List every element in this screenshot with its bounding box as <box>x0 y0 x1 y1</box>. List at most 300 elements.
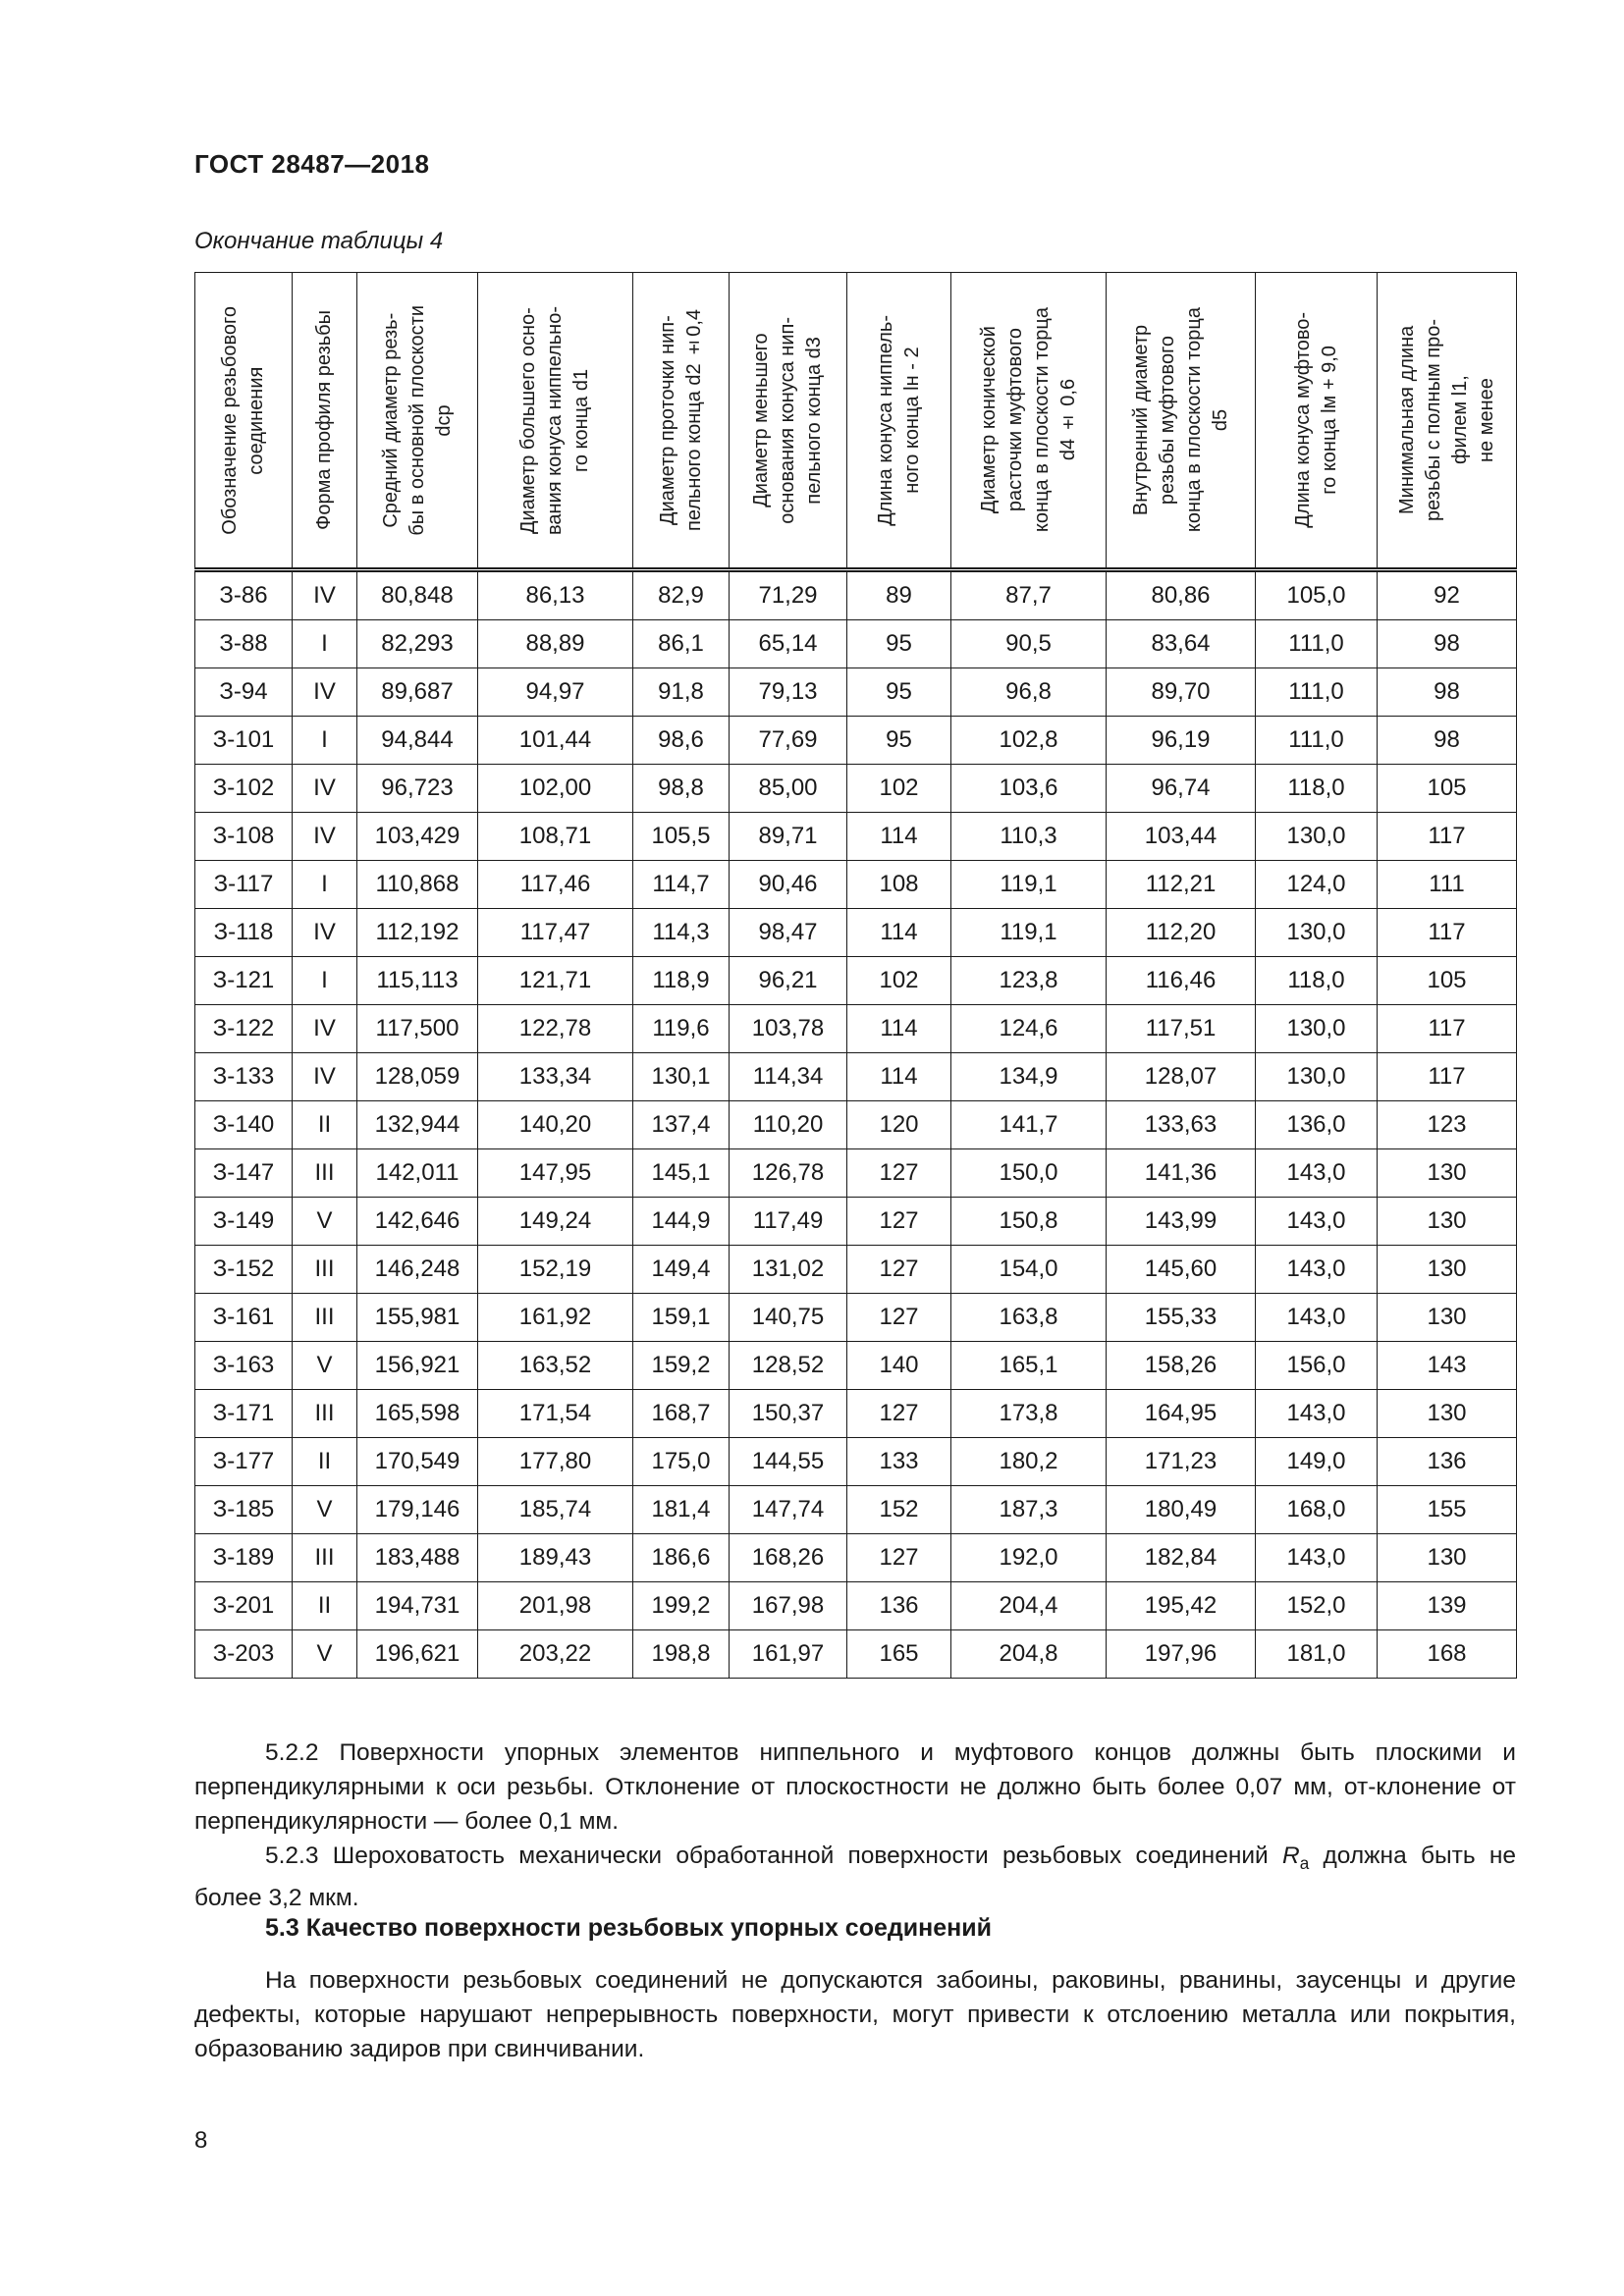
table-cell: 140,75 <box>730 1294 847 1342</box>
column-header-label: Обозначение резьбового соединения <box>219 305 267 535</box>
column-header-label: Длина конуса ниппель- ного конца lн - 2 <box>874 314 923 526</box>
table-cell: II <box>293 1101 357 1149</box>
table-cell: 147,95 <box>478 1149 633 1198</box>
table-cell: З-152 <box>195 1246 293 1294</box>
table-cell: З-149 <box>195 1198 293 1246</box>
table-cell: 117,49 <box>730 1198 847 1246</box>
table-cell: 185,74 <box>478 1486 633 1534</box>
table-cell: 140 <box>847 1342 951 1390</box>
table-row <box>195 1198 1517 1246</box>
table-cell: 103,44 <box>1107 813 1256 861</box>
table-cell: 117 <box>1378 1005 1517 1053</box>
table-row <box>195 957 1517 1005</box>
table-cell: 171,54 <box>478 1390 633 1438</box>
table-cell: 117,51 <box>1107 1005 1256 1053</box>
table-cell: З-133 <box>195 1053 293 1101</box>
table-row <box>195 1294 1517 1342</box>
table-cell: 119,6 <box>633 1005 730 1053</box>
table-cell: 105 <box>1378 765 1517 813</box>
table-cell: З-177 <box>195 1438 293 1486</box>
table-cell: З-101 <box>195 717 293 765</box>
table-row <box>195 1053 1517 1101</box>
table-cell: 130 <box>1378 1149 1517 1198</box>
table-cell: 112,20 <box>1107 909 1256 957</box>
table-cell: 142,646 <box>357 1198 478 1246</box>
table-cell: 96,21 <box>730 957 847 1005</box>
table-cell: 86,1 <box>633 620 730 668</box>
table-cell: 145,60 <box>1107 1246 1256 1294</box>
table-cell: 146,248 <box>357 1246 478 1294</box>
column-header <box>1107 273 1256 570</box>
table-cell: 86,13 <box>478 570 633 620</box>
table-cell: 114 <box>847 813 951 861</box>
table-cell: 187,3 <box>951 1486 1107 1534</box>
table-cell: 144,9 <box>633 1198 730 1246</box>
table-cell: 114 <box>847 1005 951 1053</box>
table-cell: 163,52 <box>478 1342 633 1390</box>
table-cell: V <box>293 1342 357 1390</box>
column-header <box>478 273 633 570</box>
table-cell: 155,981 <box>357 1294 478 1342</box>
table-cell: 124,0 <box>1256 861 1378 909</box>
table-cell: З-201 <box>195 1582 293 1630</box>
table-cell: 195,42 <box>1107 1582 1256 1630</box>
paragraph-5-2-3: 5.2.3 Шероховатость механически обработанной поверхности резьбовых соединений $R_a$ должна быть не более 3,2 мкм. <box>194 1842 1516 1911</box>
table-cell: 119,1 <box>951 861 1107 909</box>
table-cell: 95 <box>847 668 951 717</box>
column-header <box>1378 273 1517 570</box>
table-cell: 102 <box>847 765 951 813</box>
table-cell: 117 <box>1378 909 1517 957</box>
table-row <box>195 765 1517 813</box>
table-cell: V <box>293 1630 357 1679</box>
table-cell: 161,92 <box>478 1294 633 1342</box>
table-cell: 94,97 <box>478 668 633 717</box>
table-cell: 110,20 <box>730 1101 847 1149</box>
table-cell: 161,97 <box>730 1630 847 1679</box>
table-header <box>195 273 1517 570</box>
table-cell: 158,26 <box>1107 1342 1256 1390</box>
table-cell: 121,71 <box>478 957 633 1005</box>
table-cell: I <box>293 717 357 765</box>
table-cell: З-140 <box>195 1101 293 1149</box>
paragraph-5-3: На поверхности резьбовых соединений не допускаются забоины, раковины, рванины, заусенцы и другие дефекты, которые нарушают непрерывность поверхности, могут привести к отслоению металла или покрытия, образованию задиров при свинчивании. <box>194 1967 1516 2062</box>
table-cell: 159,2 <box>633 1342 730 1390</box>
table-cell: 96,19 <box>1107 717 1256 765</box>
column-header-label: Диаметр конической расточки муфтового конца в плоскости торца d4 ± 0,6 <box>977 307 1079 533</box>
table-cell: 127 <box>847 1246 951 1294</box>
roughness-symbol: R <box>1281 1842 1300 1869</box>
table-cell: 117,46 <box>478 861 633 909</box>
table-cell: 128,059 <box>357 1053 478 1101</box>
table-cell: 149,24 <box>478 1198 633 1246</box>
table-cell: 145,1 <box>633 1149 730 1198</box>
table-cell: 177,80 <box>478 1438 633 1486</box>
page-number: 8 <box>194 2127 208 2154</box>
table-cell: 98 <box>1378 717 1517 765</box>
table-cell: 180,49 <box>1107 1486 1256 1534</box>
table-cell: IV <box>293 668 357 717</box>
table-cell: 180,2 <box>951 1438 1107 1486</box>
table-cell: 116,46 <box>1107 957 1256 1005</box>
table-cell: 141,7 <box>951 1101 1107 1149</box>
table-cell: 89,70 <box>1107 668 1256 717</box>
table-cell: 71,29 <box>730 570 847 620</box>
table-cell: 111,0 <box>1256 668 1378 717</box>
table-row <box>195 1438 1517 1486</box>
table-row <box>195 1534 1517 1582</box>
table-cell: 203,22 <box>478 1630 633 1679</box>
table-cell: 133 <box>847 1438 951 1486</box>
table-cell: III <box>293 1246 357 1294</box>
table-cell: 137,4 <box>633 1101 730 1149</box>
table-cell: 165 <box>847 1630 951 1679</box>
table-cell: 108 <box>847 861 951 909</box>
table-cell: 82,293 <box>357 620 478 668</box>
table-cell: 179,146 <box>357 1486 478 1534</box>
table-cell: 89,71 <box>730 813 847 861</box>
table-cell: 95 <box>847 620 951 668</box>
table-cell: 128,07 <box>1107 1053 1256 1101</box>
column-header-label: Форма профиля резьбы <box>313 310 335 530</box>
table-cell: 182,84 <box>1107 1534 1256 1582</box>
table-cell: З-86 <box>195 570 293 620</box>
table-cell: 131,02 <box>730 1246 847 1294</box>
table-cell: 117,500 <box>357 1005 478 1053</box>
table-cell: 118,0 <box>1256 765 1378 813</box>
table-cell: 143,0 <box>1256 1246 1378 1294</box>
table-cell: 130,1 <box>633 1053 730 1101</box>
table-cell: 189,43 <box>478 1534 633 1582</box>
table-cell: 92 <box>1378 570 1517 620</box>
table-cell: 96,8 <box>951 668 1107 717</box>
table-cell: 192,0 <box>951 1534 1107 1582</box>
table-row <box>195 570 1517 620</box>
table-cell: 102,8 <box>951 717 1107 765</box>
table-cell: 171,23 <box>1107 1438 1256 1486</box>
table-cell: V <box>293 1198 357 1246</box>
table-cell: З-203 <box>195 1630 293 1679</box>
thread-parameters-table <box>194 272 1517 1679</box>
table-cell: 168,7 <box>633 1390 730 1438</box>
table-row <box>195 1582 1517 1630</box>
table-cell: 167,98 <box>730 1582 847 1630</box>
table-cell: 98 <box>1378 668 1517 717</box>
table-cell: 103,78 <box>730 1005 847 1053</box>
table-cell: 198,8 <box>633 1630 730 1679</box>
table-cell: 136 <box>1378 1438 1517 1486</box>
column-header-label: Диаметр большего осно- вания конуса ниппельно- го конца d1 <box>517 305 592 535</box>
table-cell: 120 <box>847 1101 951 1149</box>
table-cell: 143,0 <box>1256 1534 1378 1582</box>
column-header-label: Длина конуса муфтово- го конца lм + 9,0 <box>1291 312 1340 528</box>
table-cell: 130 <box>1378 1390 1517 1438</box>
table-cell: 96,723 <box>357 765 478 813</box>
column-header <box>357 273 478 570</box>
table-cell: 143,0 <box>1256 1390 1378 1438</box>
table-cell: 159,1 <box>633 1294 730 1342</box>
table-cell: 91,8 <box>633 668 730 717</box>
table-cell: 85,00 <box>730 765 847 813</box>
table-cell: IV <box>293 1053 357 1101</box>
table-cell: 98,47 <box>730 909 847 957</box>
table-cell: 152,19 <box>478 1246 633 1294</box>
table-cell: 112,21 <box>1107 861 1256 909</box>
table-cell: 186,6 <box>633 1534 730 1582</box>
table-cell: IV <box>293 813 357 861</box>
table-row <box>195 813 1517 861</box>
table-cell: 132,944 <box>357 1101 478 1149</box>
table-cell: 199,2 <box>633 1582 730 1630</box>
table-cell: 124,6 <box>951 1005 1107 1053</box>
column-header <box>951 273 1107 570</box>
table-cell: 130 <box>1378 1198 1517 1246</box>
table-cell: 83,64 <box>1107 620 1256 668</box>
table-cell: 149,0 <box>1256 1438 1378 1486</box>
table-cell: 143,0 <box>1256 1149 1378 1198</box>
table-cell: I <box>293 861 357 909</box>
column-header <box>1256 273 1378 570</box>
table-row <box>195 1149 1517 1198</box>
table-cell: 110,868 <box>357 861 478 909</box>
table-cell: 183,488 <box>357 1534 478 1582</box>
table-row <box>195 1246 1517 1294</box>
table-cell: 155 <box>1378 1486 1517 1534</box>
paragraph-5-2-2: 5.2.2 Поверхности упорных элементов ниппельного и муфтового концов должны быть плоскими и перпендикулярными к оси резьбы. Отклонение от плоскостности не должно быть более 0,07 мм, от-клонение от перпендикулярности — более 0,1 мм. <box>194 1739 1516 1835</box>
table-cell: 175,0 <box>633 1438 730 1486</box>
table-cell: 143,0 <box>1256 1294 1378 1342</box>
table-row <box>195 1390 1517 1438</box>
table-cell: 173,8 <box>951 1390 1107 1438</box>
table-cell: 147,74 <box>730 1486 847 1534</box>
table-cell: З-171 <box>195 1390 293 1438</box>
table-cell: 114,34 <box>730 1053 847 1101</box>
table-cell: 119,1 <box>951 909 1107 957</box>
table-cell: 115,113 <box>357 957 478 1005</box>
table-cell: 80,848 <box>357 570 478 620</box>
table-cell: 143 <box>1378 1342 1517 1390</box>
table-cell: 117 <box>1378 1053 1517 1101</box>
table-row <box>195 1630 1517 1679</box>
column-header-label: Внутренний диаметр резьбы муфтового конца в плоскости торца d5 <box>1129 307 1231 533</box>
table-cell: 127 <box>847 1294 951 1342</box>
table-cell: 150,37 <box>730 1390 847 1438</box>
table-cell: 98,6 <box>633 717 730 765</box>
table-cell: III <box>293 1534 357 1582</box>
table-cell: I <box>293 957 357 1005</box>
column-header <box>195 273 293 570</box>
table-row <box>195 1486 1517 1534</box>
table-cell: 130 <box>1378 1294 1517 1342</box>
table-cell: 130,0 <box>1256 1005 1378 1053</box>
table-cell: З-94 <box>195 668 293 717</box>
table-cell: 122,78 <box>478 1005 633 1053</box>
table-cell: 114,3 <box>633 909 730 957</box>
table-cell: 111,0 <box>1256 717 1378 765</box>
table-cell: 111,0 <box>1256 620 1378 668</box>
table-cell: 98 <box>1378 620 1517 668</box>
table-cell: 118,0 <box>1256 957 1378 1005</box>
column-header <box>847 273 951 570</box>
table-cell: 168,0 <box>1256 1486 1378 1534</box>
table-cell: III <box>293 1149 357 1198</box>
table-cell: 163,8 <box>951 1294 1107 1342</box>
table-cell: 89 <box>847 570 951 620</box>
table-cell: 101,44 <box>478 717 633 765</box>
table-row <box>195 1101 1517 1149</box>
table-cell: 127 <box>847 1198 951 1246</box>
table-cell: 128,52 <box>730 1342 847 1390</box>
table-cell: 95 <box>847 717 951 765</box>
table-cell: 170,549 <box>357 1438 478 1486</box>
table-cell: IV <box>293 765 357 813</box>
table-cell: 108,71 <box>478 813 633 861</box>
table-body <box>195 570 1517 1679</box>
table-cell: З-122 <box>195 1005 293 1053</box>
table-cell: 168,26 <box>730 1534 847 1582</box>
table-cell: 105,0 <box>1256 570 1378 620</box>
table-cell: З-121 <box>195 957 293 1005</box>
table-cell: З-88 <box>195 620 293 668</box>
table-cell: 143,99 <box>1107 1198 1256 1246</box>
table-row <box>195 620 1517 668</box>
table-cell: 204,4 <box>951 1582 1107 1630</box>
section-heading-5-3: 5.3 Качество поверхности резьбовых упорных соединений <box>265 1914 992 1942</box>
table-cell: З-108 <box>195 813 293 861</box>
table-cell: 181,0 <box>1256 1630 1378 1679</box>
table-cell: 154,0 <box>951 1246 1107 1294</box>
table-cell: 194,731 <box>357 1582 478 1630</box>
table-cell: 133,63 <box>1107 1101 1256 1149</box>
table-row <box>195 1005 1517 1053</box>
table-cell: 201,98 <box>478 1582 633 1630</box>
table-cell: 65,14 <box>730 620 847 668</box>
table-cell: 136 <box>847 1582 951 1630</box>
table-cell: 130 <box>1378 1534 1517 1582</box>
table-cell: 150,8 <box>951 1198 1107 1246</box>
table-cell: 110,3 <box>951 813 1107 861</box>
table-cell: 105 <box>1378 957 1517 1005</box>
table-cell: 130,0 <box>1256 909 1378 957</box>
table-cell: 127 <box>847 1390 951 1438</box>
table-cell: 130 <box>1378 1246 1517 1294</box>
table-cell: 164,95 <box>1107 1390 1256 1438</box>
table-cell: 88,89 <box>478 620 633 668</box>
table-cell: 90,5 <box>951 620 1107 668</box>
table-cell: 126,78 <box>730 1149 847 1198</box>
table-cell: 77,69 <box>730 717 847 765</box>
table-cell: 150,0 <box>951 1149 1107 1198</box>
table-cell: 114,7 <box>633 861 730 909</box>
table-cell: V <box>293 1486 357 1534</box>
table-cell: 144,55 <box>730 1438 847 1486</box>
table-cell: 114 <box>847 1053 951 1101</box>
roughness-subscript: a <box>1299 1852 1310 1873</box>
table-row <box>195 717 1517 765</box>
column-header <box>730 273 847 570</box>
table-cell: 98,8 <box>633 765 730 813</box>
table-row <box>195 909 1517 957</box>
table-cell: 134,9 <box>951 1053 1107 1101</box>
table-cell: III <box>293 1390 357 1438</box>
table-cell: 117 <box>1378 813 1517 861</box>
table-cell: 149,4 <box>633 1246 730 1294</box>
table-cell: 141,36 <box>1107 1149 1256 1198</box>
table-cell: 133,34 <box>478 1053 633 1101</box>
table-cell: 197,96 <box>1107 1630 1256 1679</box>
column-header-label: Минимальная длина резьбы с полным про- филем l1, не менее <box>1395 319 1497 521</box>
table-cell: 156,0 <box>1256 1342 1378 1390</box>
table-cell: 143,0 <box>1256 1198 1378 1246</box>
table-cell: 118,9 <box>633 957 730 1005</box>
table-cell: II <box>293 1438 357 1486</box>
table-cell: 196,621 <box>357 1630 478 1679</box>
table-cell: 103,6 <box>951 765 1107 813</box>
table-cell: IV <box>293 570 357 620</box>
table-cell: III <box>293 1294 357 1342</box>
table-row <box>195 1342 1517 1390</box>
table-cell: 165,1 <box>951 1342 1107 1390</box>
table-cell: 152 <box>847 1486 951 1534</box>
table-cell: 123 <box>1378 1101 1517 1149</box>
table-cell: 152,0 <box>1256 1582 1378 1630</box>
table-cell: 87,7 <box>951 570 1107 620</box>
table-cell: 140,20 <box>478 1101 633 1149</box>
table-cell: З-185 <box>195 1486 293 1534</box>
table-cell: 204,8 <box>951 1630 1107 1679</box>
table-cell: 105,5 <box>633 813 730 861</box>
table-cell: З-161 <box>195 1294 293 1342</box>
table-cell: 117,47 <box>478 909 633 957</box>
table-cell: 96,74 <box>1107 765 1256 813</box>
table-cell: 127 <box>847 1149 951 1198</box>
table-cell: З-163 <box>195 1342 293 1390</box>
table-cell: 94,844 <box>357 717 478 765</box>
table-cell: 114 <box>847 909 951 957</box>
table-cell: 130,0 <box>1256 1053 1378 1101</box>
table-cell: IV <box>293 909 357 957</box>
table-cell: 111 <box>1378 861 1517 909</box>
table-cell: З-117 <box>195 861 293 909</box>
table-cell: 130,0 <box>1256 813 1378 861</box>
table-cell: 136,0 <box>1256 1101 1378 1149</box>
table-cell: З-102 <box>195 765 293 813</box>
table-cell: 142,011 <box>357 1149 478 1198</box>
table-cell: IV <box>293 1005 357 1053</box>
table-cell: 181,4 <box>633 1486 730 1534</box>
table-cell: 139 <box>1378 1582 1517 1630</box>
table-cell: 90,46 <box>730 861 847 909</box>
table-caption: Окончание таблицы 4 <box>194 228 444 254</box>
table-cell: I <box>293 620 357 668</box>
column-header-label: Диаметр меньшего основания конуса нип- пельного конца d3 <box>750 316 825 524</box>
table-cell: 123,8 <box>951 957 1107 1005</box>
table-cell: 79,13 <box>730 668 847 717</box>
table-cell: 165,598 <box>357 1390 478 1438</box>
table-cell: З-147 <box>195 1149 293 1198</box>
table-cell: 156,921 <box>357 1342 478 1390</box>
table-cell: З-118 <box>195 909 293 957</box>
table-cell: З-189 <box>195 1534 293 1582</box>
table-cell: 155,33 <box>1107 1294 1256 1342</box>
table-cell: 112,192 <box>357 909 478 957</box>
table-cell: II <box>293 1582 357 1630</box>
table-cell: 102 <box>847 957 951 1005</box>
table-row <box>195 668 1517 717</box>
table-cell: 82,9 <box>633 570 730 620</box>
table-cell: 168 <box>1378 1630 1517 1679</box>
table-row <box>195 861 1517 909</box>
